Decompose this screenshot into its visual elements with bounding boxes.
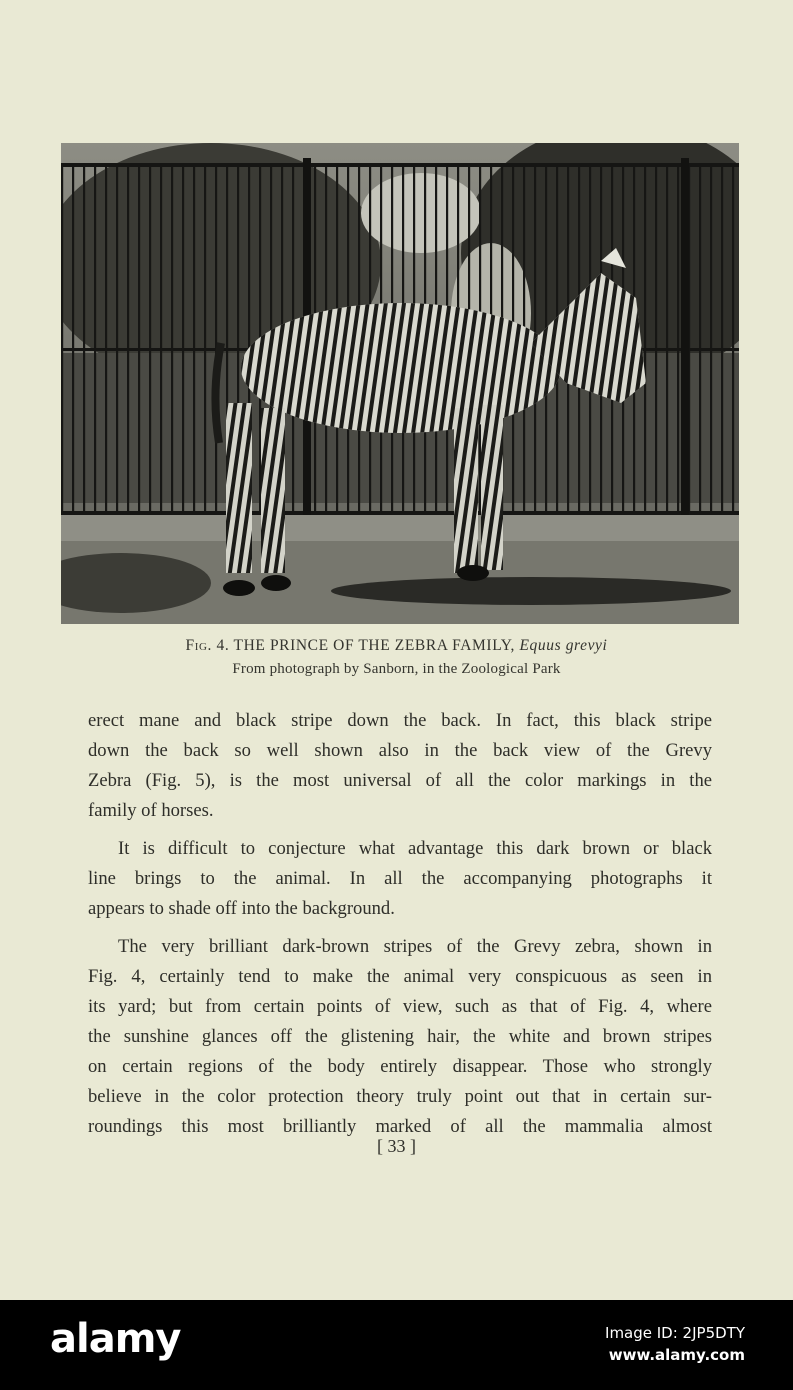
text-line: appears to shade off into the background. [88, 898, 395, 919]
text-line: its yard; but from certain points of view, such as that of Fig. 4, where [88, 996, 712, 1017]
text-line: Zebra (Fig. 5), is the most universal of all the color markings in the [88, 770, 712, 791]
zebra-photograph [61, 143, 739, 624]
body-text [88, 706, 712, 1150]
text-line: line brings to the animal. In all the accompanying photographs it [88, 868, 712, 889]
figure-caption-title [0, 637, 793, 655]
alamy-logo[interactable]: alamy [50, 1316, 181, 1362]
text-line: The very brilliant dark-brown stripes of the Grevy zebra, shown in [118, 936, 712, 957]
paragraph-3 [88, 932, 712, 1142]
text-line: It is difficult to conjecture what advantage this dark brown or black [118, 838, 712, 859]
image-id-block [605, 1322, 745, 1366]
site-link[interactable]: www.alamy.com [608, 1346, 745, 1364]
figure-label: Fig. 4. [185, 637, 230, 654]
text-line: on certain regions of the body entirely disappear. Those who strongly [88, 1056, 712, 1077]
paragraph-1 [88, 706, 712, 826]
paragraph-2 [88, 834, 712, 924]
figure-species: Equus grevyi [519, 637, 608, 654]
image-id-label: Image ID: 2JP5DTY [605, 1324, 745, 1342]
text-line: down the back so well shown also in the back view of the Grevy [88, 740, 712, 761]
figure-credit: From photograph by Sanborn, in the Zoological Park [232, 661, 561, 677]
text-line: Fig. 4, certainly tend to make the animal very conspicuous as seen in [88, 966, 712, 987]
page-number: [ 33 ] [377, 1136, 416, 1156]
text-line: roundings this most brilliantly marked of all the mammalia almost [88, 1116, 712, 1137]
text-line: the sunshine glances off the glistening hair, the white and brown stripes [88, 1026, 712, 1047]
text-line: family of horses. [88, 800, 214, 821]
figure-title: THE PRINCE OF THE ZEBRA FAMILY, [233, 637, 515, 654]
text-line: erect mane and black stripe down the back. In fact, this black stripe [88, 710, 712, 731]
text-line: believe in the color protection theory truly point out that in certain sur- [88, 1086, 712, 1107]
